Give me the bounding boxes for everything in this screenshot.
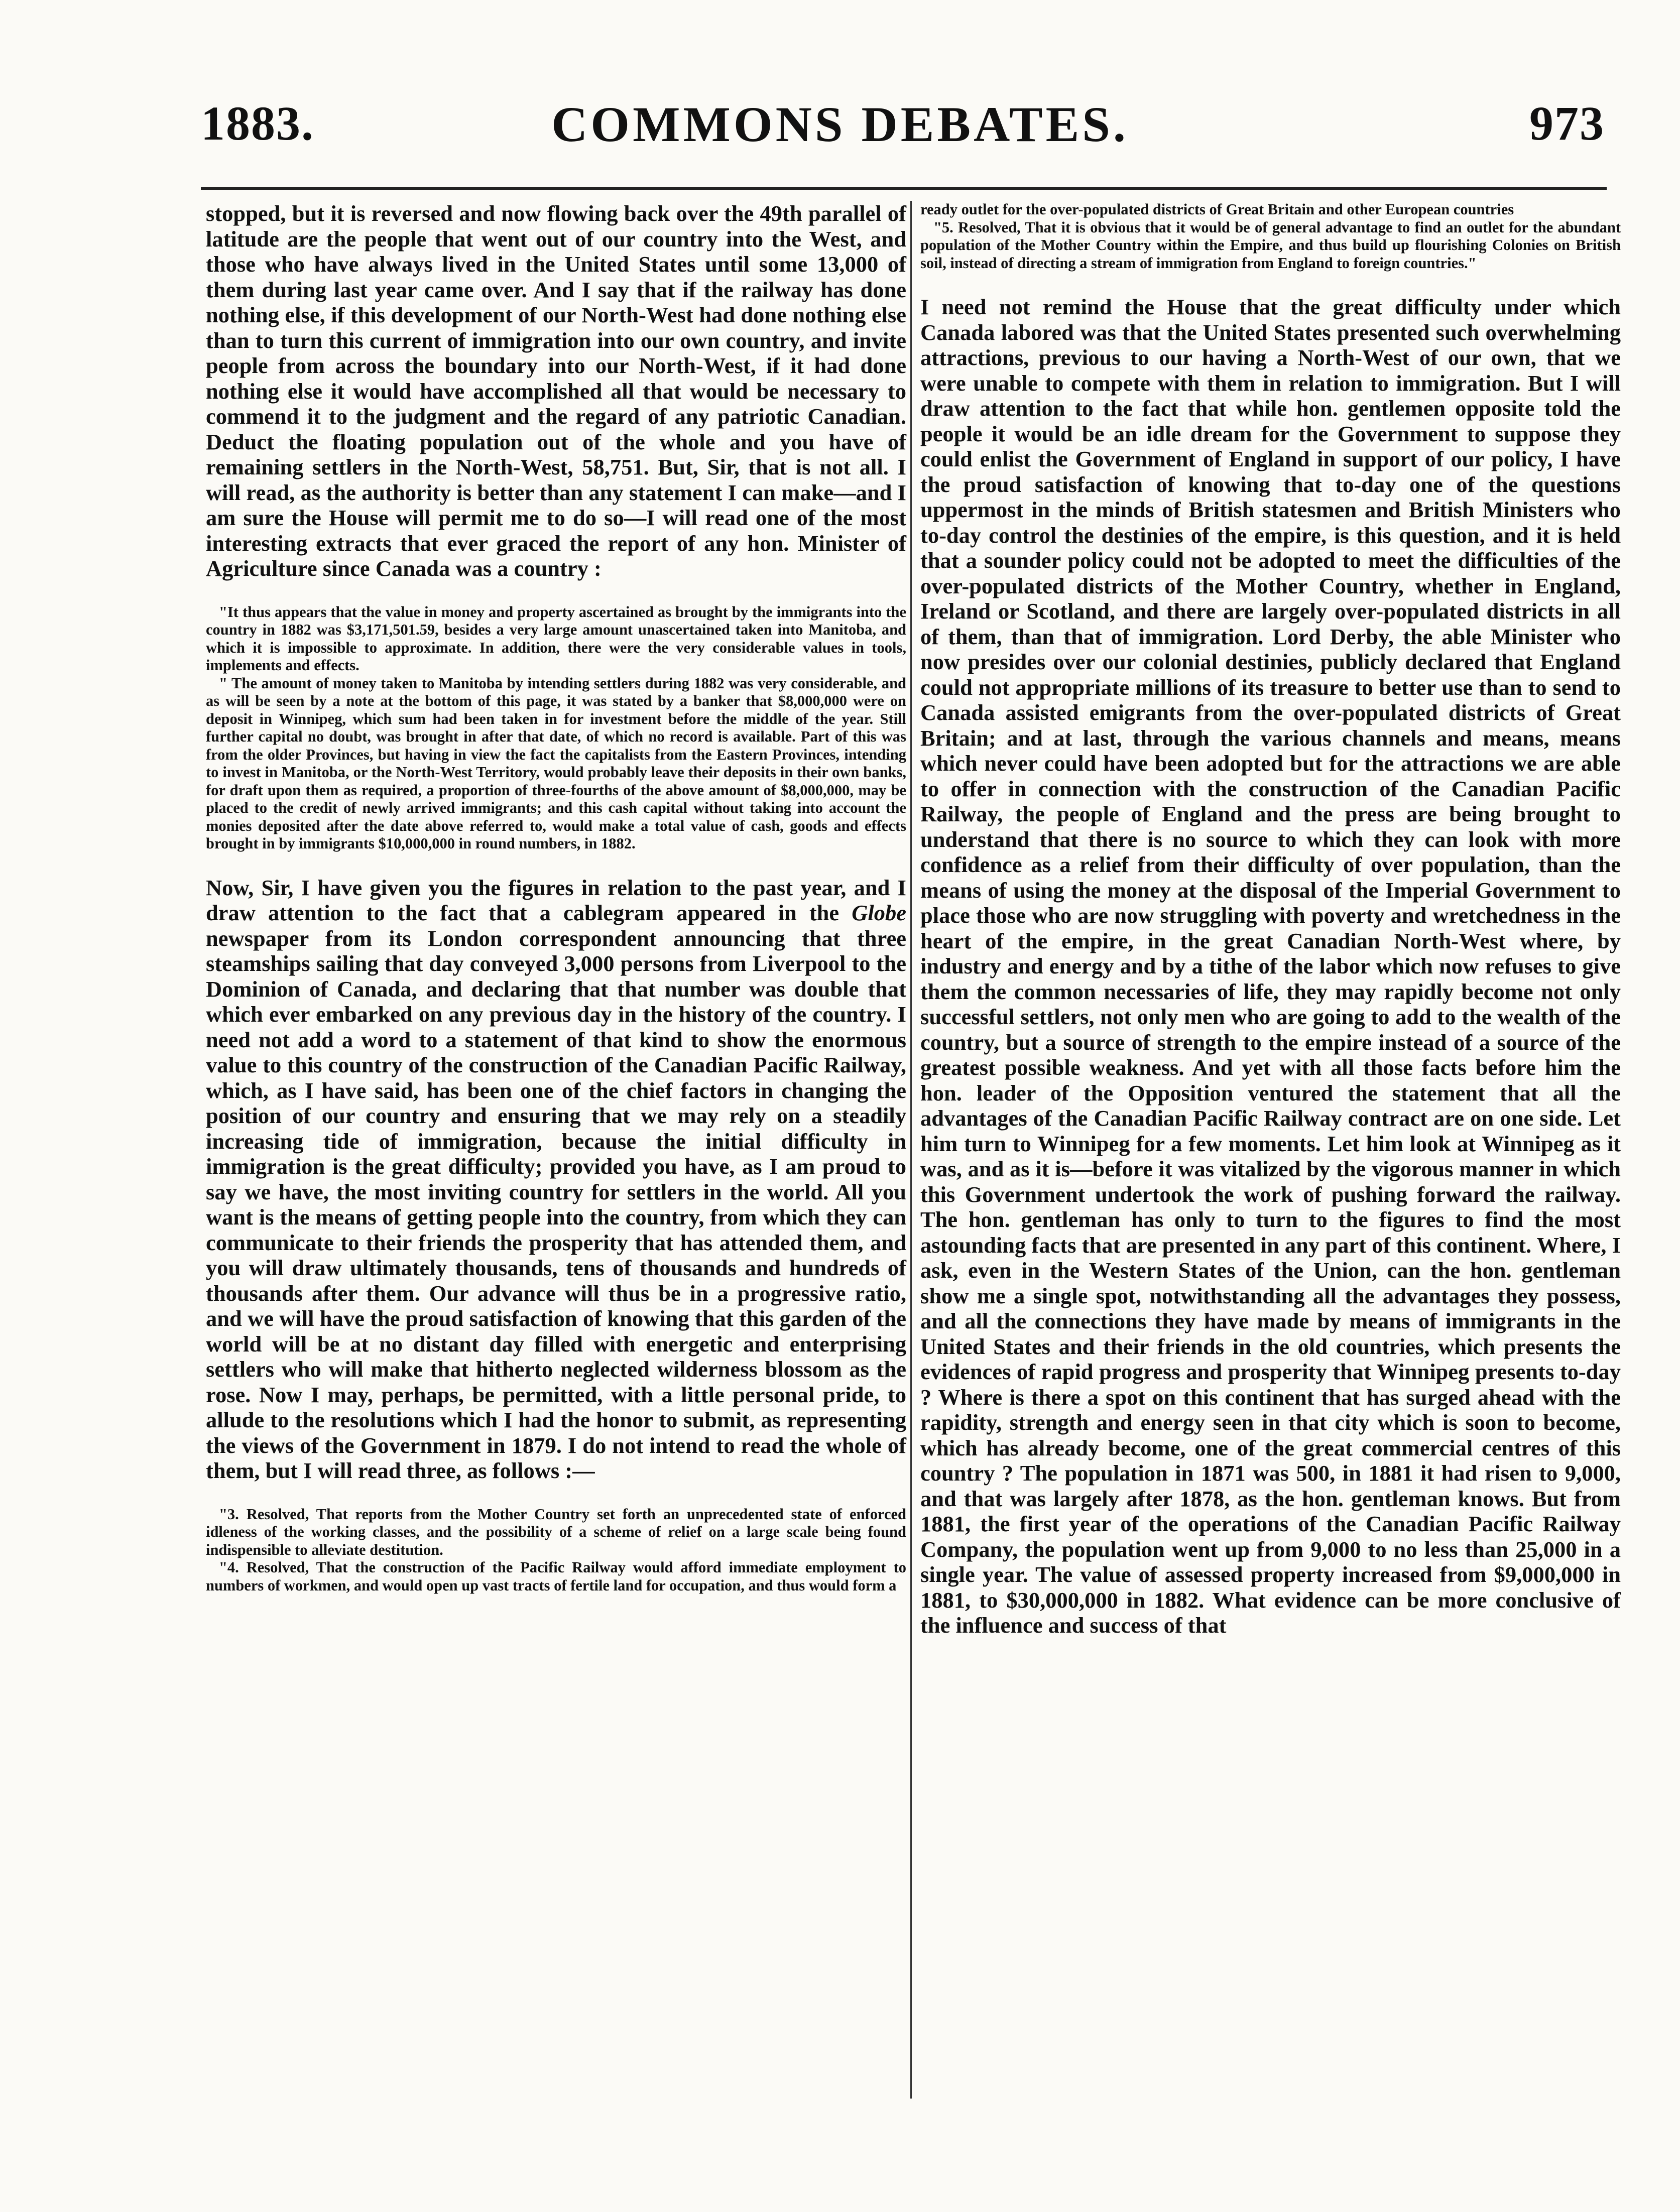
header-page-number: 973 — [1529, 96, 1605, 150]
header-title: COMMONS DEBATES. — [551, 96, 1129, 152]
resolution-4: "4. Resolved, That the construction of the Pacific Railway would afford immediate employment to numbers of workmen, and would open up vast tracts of fertile land for occupation, and thus would form a — [206, 1559, 906, 1594]
left-paragraph-2 — [206, 875, 906, 1484]
column-divider — [910, 201, 912, 2099]
resolutions-quote-continued — [920, 201, 1621, 272]
resolution-5: "5. Resolved, That it is obvious that it would be of general advantage to find an outlet for the abundant population of the Mother Country within the Empire, and thus build up flourishing Colonies on British soil, instead of directing a stream of immigration from England to foreign countries." — [920, 218, 1621, 272]
right-paragraph-1: I need not remind the House that the great difficulty under which Canada labored was that the United States presented such overwhelming attractions, previous to our having a North-West of our own, that we were unable to compete with them in relation to immigration. But I will draw attention to the fact that while hon. gentlemen opposite told the people it would be an idle dream for the Government to suppose they could enlist the Government of England in support of our policy, I have the proud satisfaction of knowing that to-day one of the questions uppermost in the minds of British statesmen and British Ministers who to-day control the destinies of the empire, is this question, and it is held that a sounder policy could not be adopted to meet the difficulties of the over-populated districts of the Mother Country, whether in England, Ireland or Scotland, and there are largely over-populated districts in all of them, than that of immigration. Lord Derby, the able Minister who now presides over our colonial destinies, publicly declared that England could not appropriate millions of its treasure to better use than to send to Canada assisted emigrants from the over-populated districts of Great Britain; and at last, through the various channels and means, means which never could have been adopted but for the attractions we are able to offer in connection with the construction of the Canadian Pacific Railway, the people of England and the press are being brought to understand that there is no source to which they can look with more confidence as a relief from their difficulty of over population, than the means of using the money at the disposal of the Imperial Government to place those who are now struggling with poverty and wretchedness in the heart of the empire, in the great Canadian North-West where, by industry and energy and by a tithe of the labor which now refuses to give them the common necessaries of life, they may rapidly become not only successful settlers, not only men who are going to add to the wealth of the country, but a source of strength to the empire instead of a source of the greatest possible weakness. And yet with all those facts before him the hon. leader of the Opposition ventured the statement that all the advantages of the Canadian Pacific Railway contract are on one side. Let him turn to Winnipeg for a few moments. Let him look at Winnipeg as it was, and as it is—before it was vitalized by the vigorous manner in which this Government undertook the work of pushing forward the railway. The hon. gentleman has only to turn to the figures to find the most astounding facts that are presented in any part of this continent. Where, I ask, even in the Western States of the Union, can the hon. gentleman show me a single spot, notwithstanding all the advantages they possess, and all the connections they have made by means of immigrants in the United States and their friends in the old countries, which presents the evidences of rapid progress and prosperity that Winnipeg presents to-day ? Where is there a spot on this continent that has surged ahead with the rapidity, strength and energy seen in that city which is soon to become, which has already become, one of the great commercial centres of this country ? The population in 1871 was 500, in 1881 it had risen to 9,000, and that was largely after 1878, as the hon. gentleman knows. But from 1881, the first year of the operations of the Canadian Pacific Railway Company, the population went up from 9,000 to no less than 25,000 in a single year. The value of assessed property increased from $9,000,000 in 1881, to $30,000,000 in 1882. What evidence can be more conclusive of the influence and success of that — [920, 294, 1621, 1638]
resolution-3: "3. Resolved, That reports from the Mother Country set forth an unprecedented state of enforced idleness of the working classes, and the possibility of a scheme of relief on a large scale being found indispensible to alleviate destitution. — [206, 1505, 906, 1558]
resolution-4-continued: ready outlet for the over-populated districts of Great Britain and other European countries — [920, 201, 1514, 218]
agriculture-report-quote — [206, 603, 906, 853]
right-column — [920, 201, 1621, 1638]
globe-newspaper-name: Globe — [852, 900, 906, 925]
quote-paragraph-1: "It thus appears that the value in money and property ascertained as brought by the immigrants into the country in 1882 was $3,171,501.59, besides a very large amount unascertained taken into Manitoba, and which it is impossible to approximate. In addition, there were the very considerable values in tools, implements and effects. — [206, 603, 906, 674]
quote-paragraph-2: " The amount of money taken to Manitoba by intending settlers during 1882 was very considerable, and as will be seen by a note at the bottom of this page, it was stated by a banker that $8,000,000 were on deposit in Winnipeg, which sum had been taken in for investment before the middle of the year. Still further capital no doubt, was brought in after that date, of which no record is available. Part of this was from the older Provinces, but having in view the fact the capitalists from the Eastern Provinces, intending to invest in Manitoba, or the North-West Territory, would probably leave their deposits in their own banks, for draft upon them as required, a proportion of three-fourths of the above amount of $8,000,000, may be placed to the credit of newly arrived immigrants; and this cash capital without taking into account the monies deposited after the date above referred to, would make a total value of cash, goods and effects brought in by immigrants $10,000,000 in round numbers, in 1882. — [206, 674, 906, 852]
page-header — [0, 95, 1680, 181]
left-paragraph-2-a: Now, Sir, I have given you the figures in relation to the past year, and I draw attention to the fact that a cablegram appeared in the — [206, 875, 906, 925]
resolutions-quote — [206, 1506, 906, 1595]
left-paragraph-1: stopped, but it is reversed and now flowing back over the 49th parallel of latitude are the people that went out of our country into the West, and those who have always lived in the United States until some 13,000 of them during last year came over. And I say that if the railway has done nothing else, if this development of our North-West had done nothing else than to turn this current of immigration into our own country, and invite people from across the boundary into our North-West, if it had done nothing else it would have accomplished all that would be necessary to commend it to the judgment and the regard of any patriotic Canadian. Deduct the floating population out of the whole and you have of remaining settlers in the North-West, 58,751. But, Sir, that is not all. I will read, as the authority is better than any statement I can make—and I am sure the House will permit me to do so—I will read one of the most interesting extracts that ever graced the report of any hon. Minister of Agriculture since Canada was a country : — [206, 201, 906, 581]
left-paragraph-2-b: newspaper from its London correspondent announcing that three steamships sailing that day conveyed 3,000 persons from Liverpool to the Dominion of Canada, and declaring that that number was double that which ever embarked on any previous day in the history of the country. I need not add a word to a statement of that kind to show the enormous value to this country of the construction of the Canadian Pacific Railway, which, as I have said, has been one of the chief factors in changing the position of our country and ensuring that we may rely on a steadily increasing tide of immigration, because the initial difficulty in immigration is the great difficulty; provided you have, as I am proud to say we have, the most inviting country for settlers in the world. All you want is the means of getting people into the country, from which they can communicate to their friends the prosperity that has attended them, and you will draw ultimately thousands, tens of thousands and hundreds of thousands after them. Our advance will thus be in a progressive ratio, and we will have the proud satisfaction of knowing that this garden of the world will be at no distant day filled with energetic and enterprising settlers who will make that hitherto neglected wilderness blossom as the rose. Now I may, perhaps, be permitted, with a little personal pride, to allude to the resolutions which I had the honor to submit, as representing the views of the Government in 1879. I do not intend to read the whole of them, but I will read three, as follows :— — [206, 925, 906, 1483]
header-rule — [201, 187, 1607, 190]
header-year: 1883. — [201, 96, 314, 150]
left-column — [206, 201, 906, 1594]
